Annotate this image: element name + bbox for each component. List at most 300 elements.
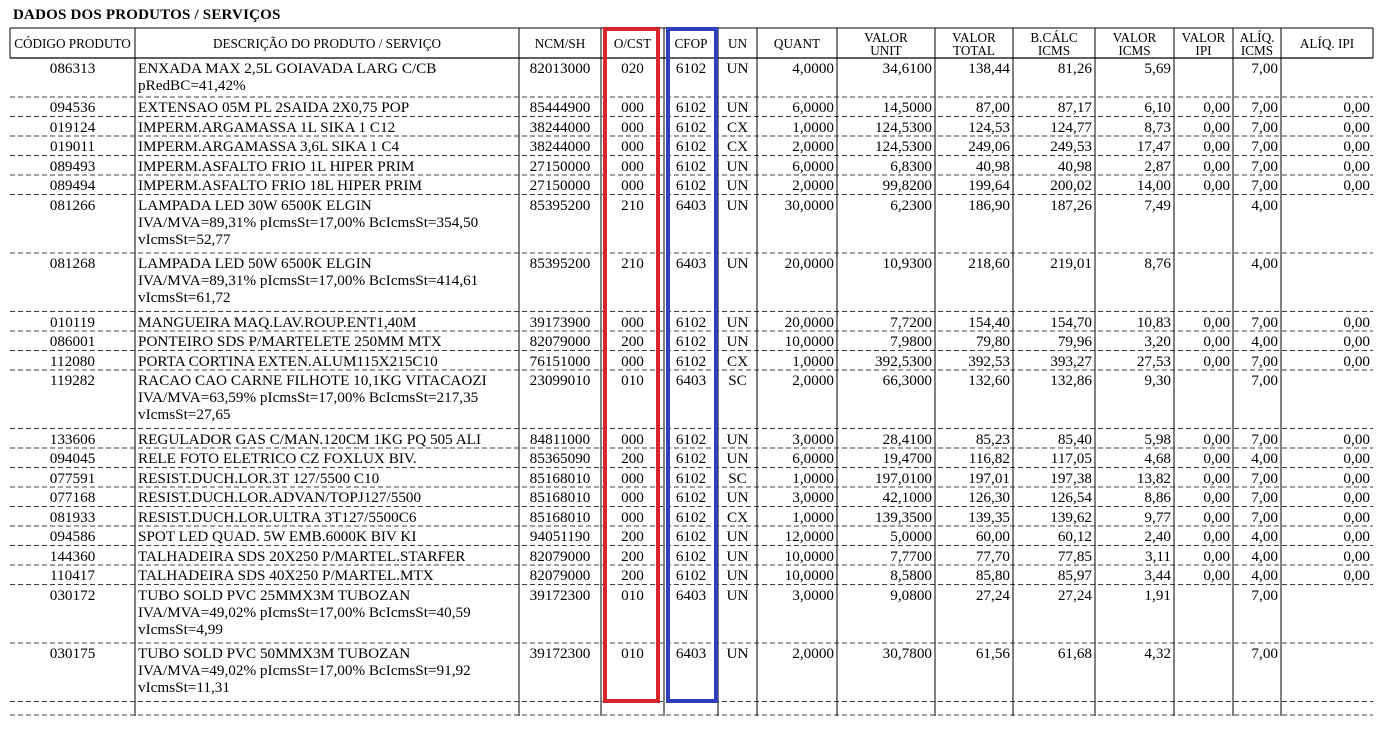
cell-descricao [138, 353, 516, 370]
cell-codigo: 019011 [50, 138, 95, 155]
cell-vipi: 0,00 [1203, 352, 1230, 370]
cell-un: UN [726, 645, 749, 662]
cell-vipi: 0,00 [1203, 177, 1230, 194]
cell-un: UN [726, 60, 749, 77]
cell-vicms: 8,86 [1144, 489, 1171, 506]
cell-vicms: 3,44 [1144, 567, 1171, 584]
cell-vipi: 0,00 [1203, 450, 1230, 467]
description-line: vIcmsSt=27,65 [138, 406, 231, 423]
cell-ocst: 000 [621, 313, 644, 331]
cell-vunit: 5,0000 [890, 528, 932, 545]
cell-ncm: 85395200 [529, 255, 591, 272]
cell-codigo: 077168 [49, 489, 96, 506]
cell-descricao [138, 431, 516, 448]
cell-vunit: 7,7700 [890, 547, 932, 565]
cell-codigo: 081268 [49, 255, 96, 272]
cell-codigo: 089494 [49, 177, 96, 194]
cell-aipi: 0,00 [1343, 99, 1370, 116]
cell-ocst: 000 [621, 157, 644, 175]
cell-cfop: 6102 [675, 60, 707, 77]
cell-bcalc: 61,68 [1057, 645, 1092, 662]
column-header-label: VALOR IPI [1181, 29, 1226, 58]
cell-vunit: 8,5800 [890, 567, 932, 584]
cell-codigo: 086313 [49, 60, 96, 77]
cell-bcalc: 154,70 [1050, 313, 1092, 331]
cell-aicms: 4,00 [1251, 450, 1278, 467]
description-line: vIcmsSt=61,72 [138, 289, 231, 306]
cell-descricao [138, 197, 516, 248]
cell-codigo: 030175 [49, 645, 96, 662]
cell-ocst: 200 [621, 567, 644, 584]
description-line: vIcmsSt=52,77 [138, 230, 231, 248]
cell-vicms: 9,77 [1144, 508, 1171, 526]
cell-quant: 6,0000 [792, 450, 834, 467]
cell-aipi: 0,00 [1343, 489, 1370, 506]
cell-aicms: 4,00 [1251, 547, 1278, 565]
description-line: IMPERM.ARGAMASSA 3,6L SIKA 1 C4 [138, 138, 400, 155]
cell-aicms: 4,00 [1251, 196, 1278, 214]
cell-vunit: 14,5000 [882, 99, 932, 116]
cell-descricao [138, 99, 516, 116]
cell-vicms: 17,47 [1136, 138, 1171, 155]
cell-vipi: 0,00 [1203, 508, 1230, 526]
column-header-vipi [1174, 29, 1233, 58]
cell-vtotal: 85,23 [975, 430, 1010, 448]
cell-vipi: 0,00 [1203, 333, 1230, 350]
cell-quant: 10,0000 [784, 567, 834, 584]
cell-cfop: 6403 [675, 586, 707, 604]
column-header-vunit [837, 29, 935, 58]
cell-un: SC [728, 469, 747, 487]
cell-cfop: 6102 [675, 352, 707, 370]
cell-cfop: 6102 [675, 528, 707, 545]
cell-aicms: 7,00 [1251, 352, 1278, 370]
cell-codigo: 089493 [49, 157, 96, 175]
cell-codigo: 133606 [49, 430, 96, 448]
cell-vunit: 7,9800 [890, 333, 932, 350]
cell-descricao [138, 138, 516, 155]
column-header-label: B.CÁLC ICMS [1030, 29, 1078, 58]
cell-codigo: 081933 [49, 508, 96, 526]
cell-bcalc: 132,86 [1050, 372, 1092, 389]
cell-vunit: 124,5300 [875, 118, 932, 136]
cell-aipi: 0,00 [1343, 567, 1370, 584]
description-line: IVA/MVA=89,31% pIcmsSt=17,00% BcIcmsSt=414,61 [138, 272, 479, 289]
cell-vicms: 14,00 [1136, 177, 1171, 194]
cell-bcalc: 197,38 [1050, 469, 1092, 487]
cell-vtotal: 60,00 [975, 528, 1010, 545]
cell-ocst: 010 [621, 645, 644, 662]
cell-vipi: 0,00 [1203, 99, 1230, 116]
cell-ocst: 200 [621, 528, 644, 545]
cell-vtotal: 77,70 [975, 547, 1010, 565]
cell-ncm: 27150000 [529, 177, 591, 194]
cell-codigo: 094586 [49, 528, 96, 545]
cell-ncm: 85395200 [529, 196, 591, 214]
description-line: LAMPADA LED 50W 6500K ELGIN [138, 255, 372, 272]
cell-quant: 3,0000 [792, 489, 834, 506]
cell-vicms: 27,53 [1136, 352, 1171, 370]
cell-ocst: 000 [621, 430, 644, 448]
cell-codigo: 081266 [49, 196, 96, 214]
cell-ocst: 000 [621, 118, 644, 136]
cell-vtotal: 85,80 [975, 567, 1010, 584]
cell-vunit: 10,9300 [882, 255, 932, 272]
cell-aipi: 0,00 [1343, 138, 1370, 155]
cell-ncm: 39173900 [529, 313, 591, 331]
cell-quant: 1,0000 [792, 118, 834, 136]
column-header-label: QUANT [773, 36, 821, 51]
cell-un: UN [726, 489, 749, 506]
cell-quant: 12,0000 [784, 528, 834, 545]
cell-bcalc: 126,54 [1050, 489, 1092, 506]
column-header-bcalc [1013, 29, 1095, 58]
description-line: TALHADEIRA SDS 20X250 P/MARTEL.STARFER [138, 547, 466, 565]
cell-vipi: 0,00 [1203, 138, 1230, 155]
cell-vipi: 0,00 [1203, 567, 1230, 584]
cell-vicms: 13,82 [1136, 469, 1171, 487]
cell-un: UN [726, 430, 749, 448]
description-line: RESIST.DUCH.LOR.ULTRA 3T127/5500C6 [138, 508, 417, 526]
cell-vunit: 6,2300 [890, 196, 932, 214]
cell-bcalc: 85,97 [1057, 567, 1092, 584]
cell-vtotal: 186,90 [968, 196, 1010, 214]
column-header-ncm [519, 29, 601, 58]
cell-cfop: 6403 [675, 372, 707, 389]
description-line: vIcmsSt=4,99 [138, 620, 223, 638]
description-line: IVA/MVA=63,59% pIcmsSt=17,00% BcIcmsSt=217,35 [138, 389, 479, 406]
cell-aicms: 7,00 [1251, 645, 1278, 662]
cell-vtotal: 249,06 [968, 138, 1010, 155]
cell-descricao [138, 60, 516, 94]
cell-ncm: 39172300 [529, 586, 591, 604]
cell-aipi: 0,00 [1343, 430, 1370, 448]
cell-codigo: 144360 [49, 547, 96, 565]
cell-aicms: 7,00 [1251, 586, 1278, 604]
cell-un: CX [726, 508, 749, 526]
cell-quant: 4,0000 [792, 60, 834, 77]
cell-ncm: 23099010 [529, 372, 591, 389]
cell-aicms: 4,00 [1251, 333, 1278, 350]
description-line: IVA/MVA=49,02% pIcmsSt=17,00% BcIcmsSt=91,92 [138, 662, 471, 679]
cell-vtotal: 197,01 [968, 469, 1010, 487]
column-header-descricao [135, 29, 519, 58]
cell-vipi: 0,00 [1203, 430, 1230, 448]
cell-codigo: 110417 [50, 567, 95, 584]
cell-ocst: 200 [621, 547, 644, 565]
cell-ocst: 000 [621, 469, 644, 487]
cell-bcalc: 40,98 [1057, 157, 1092, 175]
cell-vunit: 42,1000 [882, 489, 932, 506]
cell-cfop: 6102 [675, 99, 707, 116]
cell-quant: 30,0000 [784, 196, 834, 214]
cell-vunit: 6,8300 [890, 157, 932, 175]
cell-quant: 1,0000 [792, 352, 834, 370]
cell-codigo: 030172 [49, 586, 96, 604]
cell-quant: 2,0000 [792, 372, 834, 389]
cell-ncm: 76151000 [529, 352, 591, 370]
cell-quant: 6,0000 [792, 157, 834, 175]
cell-aicms: 7,00 [1251, 489, 1278, 506]
description-line: TUBO SOLD PVC 50MMX3M TUBOZAN [138, 645, 411, 662]
cell-vicms: 3,20 [1144, 333, 1171, 350]
column-header-label: NCM/SH [534, 36, 586, 51]
cell-vipi: 0,00 [1203, 313, 1230, 331]
cell-vtotal: 132,60 [968, 372, 1010, 389]
cell-descricao [138, 333, 516, 350]
section-title: DADOS DOS PRODUTOS / SERVIÇOS [13, 7, 281, 23]
cell-bcalc: 139,62 [1050, 508, 1092, 526]
cell-bcalc: 79,96 [1057, 333, 1092, 350]
cell-aipi: 0,00 [1343, 177, 1370, 194]
cell-vunit: 19,4700 [882, 450, 932, 467]
description-line: MANGUEIRA MAQ.LAV.ROUP.ENT1,40M [138, 313, 417, 331]
cell-aicms: 7,00 [1251, 508, 1278, 526]
cell-aicms: 7,00 [1251, 313, 1278, 331]
cell-descricao [138, 372, 516, 423]
cell-vunit: 392,5300 [875, 352, 932, 370]
cell-quant: 1,0000 [792, 469, 834, 487]
cell-descricao [138, 314, 516, 331]
cell-codigo: 019124 [49, 118, 96, 136]
cell-codigo: 010119 [50, 313, 95, 331]
cell-descricao [138, 119, 516, 136]
cell-ncm: 82013000 [529, 60, 591, 77]
cell-vunit: 34,6100 [882, 60, 932, 77]
column-header-label: UN [727, 36, 748, 51]
description-line: LAMPADA LED 30W 6500K ELGIN [138, 196, 372, 214]
cell-bcalc: 77,85 [1057, 547, 1092, 565]
cfop-highlight-box [666, 27, 718, 703]
cell-codigo: 112080 [50, 352, 95, 370]
cell-quant: 3,0000 [792, 586, 834, 604]
cell-vtotal: 79,80 [975, 333, 1010, 350]
description-line: TUBO SOLD PVC 25MMX3M TUBOZAN [138, 586, 411, 604]
cell-vicms: 5,69 [1144, 60, 1171, 77]
cell-vipi: 0,00 [1203, 528, 1230, 545]
column-header-vtotal [935, 29, 1013, 58]
cell-aipi: 0,00 [1343, 157, 1370, 175]
cell-cfop: 6102 [675, 489, 707, 506]
description-line: PONTEIRO SDS P/MARTELETE 250MM MTX [138, 333, 442, 350]
cell-vicms: 7,49 [1144, 196, 1171, 214]
cell-vipi: 0,00 [1203, 157, 1230, 175]
cell-quant: 20,0000 [784, 313, 834, 331]
cell-cfop: 6403 [675, 255, 707, 272]
cell-bcalc: 124,77 [1050, 118, 1092, 136]
description-line: RESIST.DUCH.LOR.ADVAN/TOPJ127/5500 [138, 489, 422, 506]
cell-descricao [138, 255, 516, 306]
cell-vtotal: 61,56 [975, 645, 1010, 662]
cell-aicms: 7,00 [1251, 469, 1278, 487]
cell-vtotal: 116,82 [968, 450, 1010, 467]
cell-descricao [138, 450, 516, 467]
cell-aicms: 7,00 [1251, 157, 1278, 175]
cell-bcalc: 81,26 [1057, 60, 1092, 77]
cell-cfop: 6102 [675, 313, 707, 331]
cell-ncm: 85168010 [529, 469, 591, 487]
cell-descricao [138, 528, 516, 545]
cell-vunit: 66,3000 [882, 372, 932, 389]
cell-aicms: 7,00 [1251, 138, 1278, 155]
column-header-label: VALOR ICMS [1112, 29, 1157, 58]
column-header-label: VALOR UNIT [864, 29, 908, 58]
cell-vicms: 2,87 [1144, 157, 1171, 175]
cell-vicms: 1,91 [1144, 586, 1171, 604]
description-line: RESIST.DUCH.LOR.3T 127/5500 C10 [138, 469, 380, 487]
cell-codigo: 094536 [49, 99, 96, 116]
cell-codigo: 086001 [49, 333, 96, 350]
cell-vtotal: 40,98 [975, 157, 1010, 175]
cell-ncm: 82079000 [529, 333, 591, 350]
column-header-label: CÓDIGO PRODUTO [14, 36, 131, 51]
cell-ncm: 85168010 [529, 489, 591, 506]
cell-aicms: 7,00 [1251, 99, 1278, 116]
cell-aicms: 7,00 [1251, 60, 1278, 77]
cell-aicms: 7,00 [1251, 372, 1278, 389]
cell-ncm: 94051190 [529, 528, 591, 545]
cell-descricao [138, 548, 516, 565]
cell-bcalc: 85,40 [1057, 430, 1092, 448]
description-line: ENXADA MAX 2,5L GOIAVADA LARG C/CB [138, 60, 437, 77]
cell-ncm: 85168010 [529, 508, 591, 526]
cell-bcalc: 393,27 [1050, 352, 1092, 370]
cell-vipi: 0,00 [1203, 469, 1230, 487]
cell-cfop: 6403 [675, 196, 707, 214]
description-line: REGULADOR GAS C/MAN.120CM 1KG PQ 505 ALI [138, 430, 482, 448]
cell-aipi: 0,00 [1343, 450, 1370, 467]
cell-bcalc: 117,05 [1050, 450, 1092, 467]
cell-descricao [138, 177, 516, 194]
cell-descricao [138, 567, 516, 584]
cell-aipi: 0,00 [1343, 118, 1370, 136]
cell-un: UN [726, 586, 749, 604]
cell-vicms: 3,11 [1144, 547, 1171, 565]
cell-cfop: 6102 [675, 138, 707, 155]
cell-un: UN [726, 567, 749, 584]
cell-cfop: 6102 [675, 118, 707, 136]
cell-vtotal: 124,53 [968, 118, 1010, 136]
cell-un: CX [726, 138, 749, 155]
cell-vicms: 9,30 [1144, 372, 1171, 389]
cell-vunit: 99,8200 [882, 177, 932, 194]
cell-ncm: 38244000 [529, 138, 591, 155]
description-line: IMPERM.ASFALTO FRIO 1L HIPER PRIM [138, 157, 415, 175]
cell-aicms: 7,00 [1251, 430, 1278, 448]
cell-vicms: 4,68 [1144, 450, 1171, 467]
cell-vtotal: 199,64 [968, 177, 1010, 194]
cell-quant: 2,0000 [792, 138, 834, 155]
cell-vtotal: 87,00 [975, 99, 1010, 116]
cell-vunit: 124,5300 [875, 138, 932, 155]
column-header-vicms [1095, 29, 1174, 58]
cell-descricao [138, 158, 516, 175]
cell-aipi: 0,00 [1343, 313, 1370, 331]
cell-ncm: 85444900 [529, 99, 591, 116]
cell-ocst: 010 [621, 372, 644, 389]
cell-un: UN [726, 255, 749, 272]
cell-descricao [138, 509, 516, 526]
cell-vicms: 4,32 [1144, 645, 1171, 662]
column-header-label: CFOP [674, 36, 708, 51]
cell-bcalc: 200,02 [1050, 177, 1092, 194]
description-line: RACAO CAO CARNE FILHOTE 10,1KG VITACAOZI [138, 372, 487, 389]
cell-vicms: 6,10 [1144, 99, 1171, 116]
column-header-codigo [10, 29, 135, 58]
cell-ocst: 000 [621, 508, 644, 526]
cell-codigo: 119282 [50, 372, 95, 389]
cell-bcalc: 249,53 [1050, 138, 1092, 155]
cell-cfop: 6102 [675, 450, 707, 467]
cell-bcalc: 219,01 [1050, 255, 1092, 272]
cell-vipi: 0,00 [1203, 118, 1230, 136]
cell-aicms: 7,00 [1251, 177, 1278, 194]
cell-ocst: 010 [621, 586, 644, 604]
description-line: pRedBC=41,42% [138, 77, 246, 94]
column-header-label: O/CST [613, 36, 652, 51]
ocst-highlight-box [603, 27, 660, 703]
cell-cfop: 6102 [675, 547, 707, 565]
cell-ocst: 210 [621, 255, 644, 272]
cell-vipi: 0,00 [1203, 489, 1230, 506]
cell-vtotal: 126,30 [968, 489, 1010, 506]
column-header-quant [757, 29, 837, 58]
column-header-aicms [1233, 29, 1281, 58]
description-line: TALHADEIRA SDS 40X250 P/MARTEL.MTX [138, 567, 434, 584]
cell-ncm: 39172300 [529, 645, 591, 662]
cell-bcalc: 187,26 [1050, 196, 1092, 214]
cell-ncm: 38244000 [529, 118, 591, 136]
cell-un: UN [726, 313, 749, 331]
description-line: IMPERM.ARGAMASSA 1L SIKA 1 C12 [138, 118, 396, 136]
cell-vtotal: 154,40 [968, 313, 1010, 331]
cell-quant: 3,0000 [792, 430, 834, 448]
cell-quant: 2,0000 [792, 177, 834, 194]
description-line: PORTA CORTINA EXTEN.ALUM115X215C10 [138, 352, 438, 370]
cell-aicms: 4,00 [1251, 567, 1278, 584]
cell-cfop: 6102 [675, 567, 707, 584]
cell-un: CX [726, 352, 749, 370]
cell-aipi: 0,00 [1343, 508, 1370, 526]
cell-vunit: 28,4100 [882, 430, 932, 448]
description-line: vIcmsSt=11,31 [138, 679, 230, 696]
cell-un: UN [726, 177, 749, 194]
cell-vicms: 8,73 [1144, 118, 1171, 136]
cell-un: SC [728, 372, 747, 389]
cell-vunit: 7,7200 [890, 313, 932, 331]
cell-ocst: 000 [621, 138, 644, 155]
cell-un: UN [726, 99, 749, 116]
description-line: IVA/MVA=49,02% pIcmsSt=17,00% BcIcmsSt=40,59 [138, 603, 471, 621]
column-header-label: ALÍQ. ICMS [1239, 29, 1275, 58]
cell-cfop: 6102 [675, 333, 707, 350]
cell-ocst: 000 [621, 352, 644, 370]
cell-vicms: 5,98 [1144, 430, 1171, 448]
cell-vicms: 2,40 [1144, 528, 1171, 545]
column-header-label: ALÍQ. IPI [1299, 36, 1355, 51]
cell-un: UN [726, 547, 749, 565]
cell-ocst: 000 [621, 177, 644, 194]
cell-vipi: 0,00 [1203, 547, 1230, 565]
cell-vunit: 139,3500 [875, 508, 932, 526]
cell-ncm: 85365090 [529, 450, 591, 467]
cell-codigo: 077591 [49, 469, 96, 487]
column-header-aipi [1281, 29, 1373, 58]
cell-vunit: 30,7800 [882, 645, 932, 662]
cell-vtotal: 138,44 [968, 60, 1010, 77]
cell-aipi: 0,00 [1343, 528, 1370, 545]
cell-descricao [138, 470, 516, 487]
